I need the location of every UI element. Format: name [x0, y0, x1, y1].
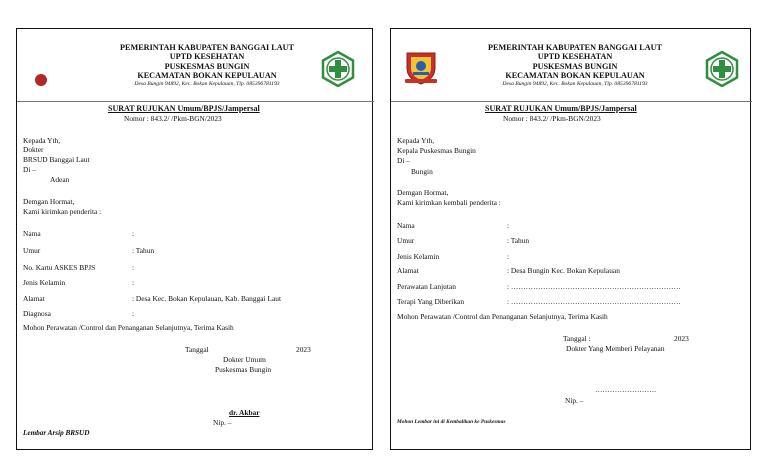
puskesmas-logo-icon — [704, 51, 740, 87]
recipient-city: Bungin — [411, 167, 433, 176]
salutation: Demgan Hormat, — [23, 197, 75, 206]
regency-emblem-icon — [35, 74, 47, 86]
field-value: : — [132, 229, 135, 238]
field-value: : …………………………………………………………… — [507, 297, 681, 306]
field-label: Terapi Yang Diberikan — [397, 297, 465, 306]
field-value: : Tahun — [132, 246, 155, 255]
field-value: : — [132, 263, 135, 272]
letterhead-divider — [17, 101, 374, 102]
signer-role: Dokter Umum — [223, 355, 266, 364]
field-label: Jenis Kelamin — [23, 278, 66, 287]
regency-emblem-icon — [403, 49, 439, 85]
date-label: Tanggal — [185, 345, 209, 354]
letter-number: Nomor : 843.2/ /Pkm-BGN/2023 — [124, 114, 222, 123]
signer-institution: Puskesmas Bungin — [215, 365, 272, 374]
field-value: : — [132, 309, 135, 318]
recipient-at: Di – — [23, 165, 36, 174]
signer-nip: Nip. – — [565, 396, 584, 405]
signature-line: ……………………. — [595, 385, 656, 394]
referral-return-page — [390, 28, 751, 450]
field-value: : Tahun — [507, 236, 530, 245]
field-value: : — [507, 252, 510, 261]
closing-text: Mohon Perawatan /Control dan Penanganan Selanjutnya, Terima Kasih — [23, 323, 234, 332]
letterhead-puskesmas: PUSKESMAS BUNGIN — [164, 61, 250, 71]
salutation: Demgan Hormat, — [397, 188, 449, 197]
signer-name: dr. Akbar — [229, 408, 260, 417]
field-label: Diagnosa — [23, 309, 51, 318]
field-label: Umur — [23, 246, 41, 255]
field-label: Jenis Kelamin — [397, 252, 440, 261]
letterhead-address: Desa Bungin 94892, Kec. Bokan Kepulauan, Tlp. 085396781193 — [134, 81, 280, 88]
field-label: Nama — [397, 221, 415, 230]
field-label: Umur — [397, 236, 415, 245]
recipient-city: Adean — [50, 175, 70, 184]
letterhead-unit: UPTD KESEHATAN — [169, 52, 245, 62]
field-label: No. Kartu ASKES BPJS — [23, 263, 96, 272]
field-value: : — [507, 221, 510, 230]
referral-archive-page — [16, 28, 373, 450]
recipient-title: Dokter — [23, 145, 44, 154]
recipient-title: Kepala Puskesmas Bungin — [397, 146, 476, 155]
field-value: : Desa Bungin Kec. Bokan Kepulauan — [507, 266, 620, 275]
puskesmas-logo-icon — [320, 51, 356, 87]
letterhead-district: KECAMATAN BOKAN KEPULAUAN — [137, 70, 277, 80]
field-value: : — [132, 278, 135, 287]
field-value: : …………………………………………………………… — [507, 282, 681, 291]
letter-number: Nomor : 843.2/ /Pkm-BGN/2023 — [503, 114, 601, 123]
letterhead-government: PEMERINTAH KABUPATEN BANGGAI LAUT — [120, 43, 294, 52]
page-footer: Lembar Arsip BRSUD — [23, 429, 90, 437]
letter-title: SURAT RUJUKAN Umum/BPJS/Jampersal — [108, 104, 260, 113]
letter-title: SURAT RUJUKAN Umum/BPJS/Jampersal — [485, 104, 637, 113]
page-footer: Mohon Lembar ini di Kembalikan ke Puskesmas — [397, 419, 506, 425]
signer-role: Dokter Yang Memberi Pelayanan — [566, 344, 665, 353]
field-value: : Desa Kec. Bokan Kepulauan, Kab. Banggai Laut — [132, 294, 281, 303]
recipient-greeting: Kepada Yth, — [397, 136, 435, 145]
letterhead-government: PEMERINTAH KABUPATEN BANGGAI LAUT — [488, 43, 662, 52]
letterhead — [87, 43, 327, 89]
recipient-greeting: Kepada Yth, — [23, 136, 61, 145]
recipient-at: Di – — [397, 156, 410, 165]
intro-text: Kami kirimkan kembali penderita : — [397, 198, 501, 207]
field-label: Perawatan Lanjutan — [397, 282, 456, 291]
letterhead-address: Desa Bungin 94892, Kec. Bokan Kepulauan, Tlp. 085396781193 — [502, 81, 648, 88]
date-label: Tanggal : — [563, 334, 591, 343]
field-label: Nama — [23, 229, 41, 238]
letterhead-puskesmas: PUSKESMAS BUNGIN — [532, 61, 618, 71]
field-label: Alamat — [397, 266, 419, 275]
letterhead-unit: UPTD KESEHATAN — [537, 52, 613, 62]
date-year: 2023 — [674, 334, 689, 343]
letterhead-district: KECAMATAN BOKAN KEPULAUAN — [505, 70, 645, 80]
letterhead — [455, 43, 695, 89]
recipient-hospital: BRSUD Banggai Laut — [23, 155, 90, 164]
date-year: 2023 — [296, 345, 311, 354]
signer-nip: Nip. – — [213, 418, 232, 427]
closing-text: Mohon Perawatan /Control dan Penanganan Selanjutnya, Terima Kasih — [397, 312, 608, 321]
intro-text: Kami kirimkan penderita : — [23, 207, 102, 216]
letterhead-divider — [391, 101, 752, 102]
field-label: Alamat — [23, 294, 45, 303]
